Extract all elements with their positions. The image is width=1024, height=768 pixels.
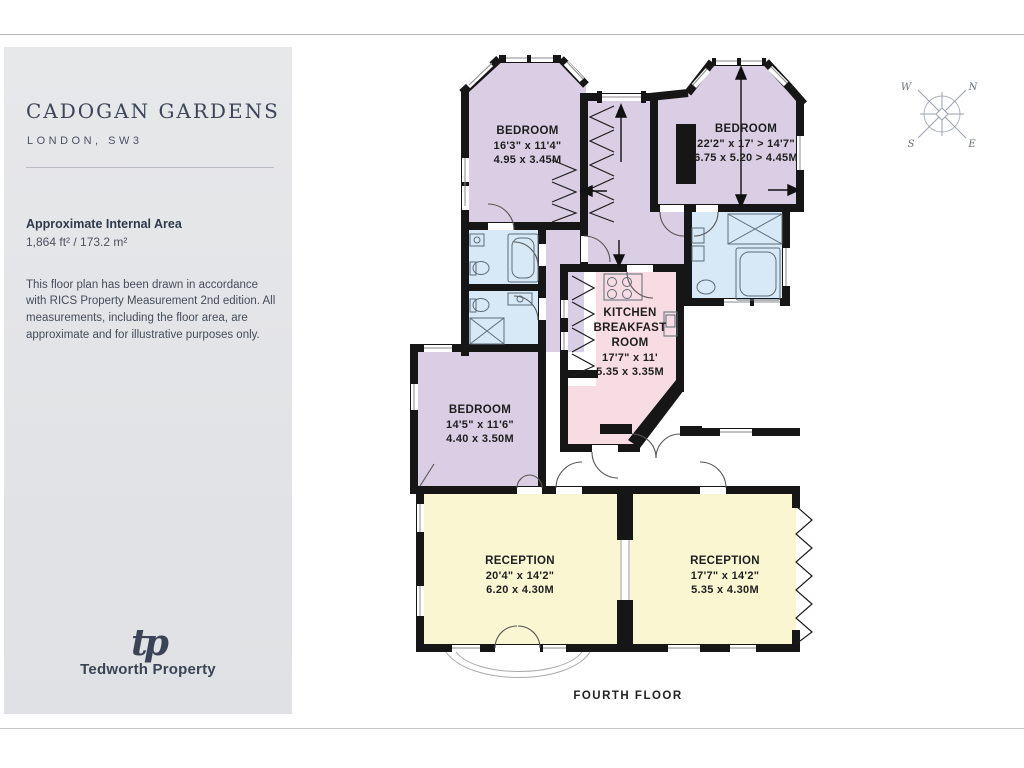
- label-reception-right: RECEPTION 17'7" x 14'2" 5.35 x 4.30M: [690, 555, 760, 597]
- compass-rose: [901, 82, 979, 150]
- compass-north-label: N: [968, 82, 978, 93]
- label-reception-left: RECEPTION 20'4" x 14'2" 6.20 x 4.30M: [485, 555, 555, 597]
- compass-east-label: E: [968, 139, 976, 150]
- right-bathroom-area: [688, 210, 788, 304]
- agency-name: Tedworth Property: [80, 661, 216, 678]
- label-bedroom-top-left: BEDROOM 16'3" x 11'4" 4.95 x 3.45M: [493, 125, 562, 167]
- compass-west-label: W: [900, 82, 912, 93]
- floor-caption: FOURTH FLOOR: [573, 690, 683, 702]
- property-title: CADOGAN GARDENS: [26, 99, 280, 123]
- logo-monogram-icon: tp: [131, 621, 165, 664]
- area-value: 1,864 ft² / 173.2 m²: [26, 235, 128, 249]
- disclaimer-text: This floor plan has been drawn in accordance with RICS Property Measurement 2nd edition. All measurements, including the floor area, are approximate and for illustrative purposes only.: [26, 278, 276, 341]
- label-kitchen: KITCHEN BREAKFAST ROOM 17'7" x 11' 5.35 x 3.35M: [593, 307, 667, 379]
- hallway-area: [584, 95, 656, 272]
- balcony-arcs: [446, 652, 590, 678]
- property-location: LONDON, SW3: [27, 135, 143, 147]
- compass-south-label: S: [907, 139, 915, 150]
- area-heading: Approximate Internal Area: [26, 217, 182, 231]
- label-bedroom-top-right: BEDROOM 22'2" x 17' > 14'7" 6.75 x 5.20 > 4.45M: [694, 123, 798, 165]
- reception-opening: [621, 540, 629, 600]
- label-bedroom-middle: BEDROOM 14'5" x 11'6" 4.40 x 3.50M: [446, 404, 514, 446]
